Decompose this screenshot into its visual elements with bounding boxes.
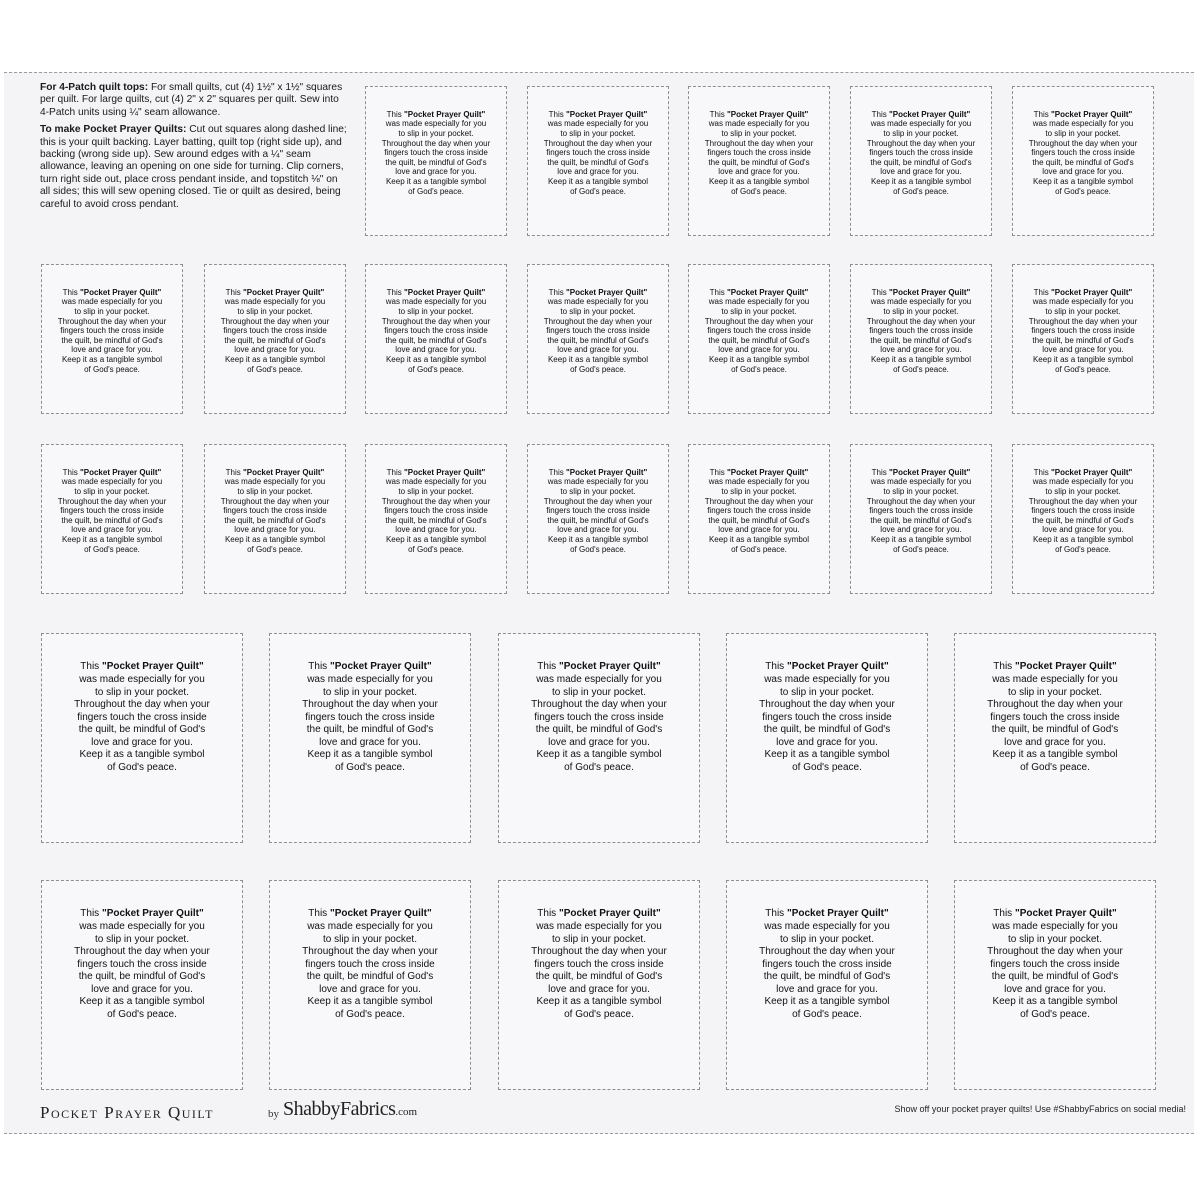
four-patch-instructions [40,82,350,119]
prayer-verse: This "Pocket Prayer Quilt" was made especially for you to slip in your pocket. Throughout the day when your fingers touch the cross inside the quilt, be mindful of God's love and grace for you. Keep it as a tangible symbol of God's peace. [759,908,895,1021]
prayer-verse: This "Pocket Prayer Quilt" was made especially for you to slip in your pocket. Throughout the day when your fingers touch the cross inside the quilt, be mindful of God's love and grace for you. Keep it as a tangible symbol of God's peace. [759,661,895,774]
four-patch-body: For small quilts, cut (4) 1½" x 1½" squares per quilt. For large quilts, cut (4) 2" x 2" squares per quilt. Sew into 4-Patch units using ¼" seam allowance. [40,82,343,118]
small-prayer-block [850,444,992,594]
prayer-verse: This "Pocket Prayer Quilt" was made especially for you to slip in your pocket. Throughout the day when your fingers touch the cross inside the quilt, be mindful of God's love and grace for you. Keep it as a tangible symbol of God's peace. [57,287,167,374]
prayer-verse: This "Pocket Prayer Quilt" was made especially for you to slip in your pocket. Throughout the day when your fingers touch the cross inside the quilt, be mindful of God's love and grace for you. Keep it as a tangible symbol of God's peace. [866,467,976,554]
prayer-verse: This "Pocket Prayer Quilt" was made especially for you to slip in your pocket. Throughout the day when your fingers touch the cross inside the quilt, be mindful of God's love and grace for you. Keep it as a tangible symbol of God's peace. [531,661,667,774]
small-prayer-block [365,264,507,414]
quilt-name-emphasis: "Pocket Prayer Quilt" [888,287,971,297]
quilt-name-emphasis: "Pocket Prayer Quilt" [101,661,204,673]
small-prayer-block [41,264,183,414]
prayer-verse: This "Pocket Prayer Quilt" was made especially for you to slip in your pocket. Throughout the day when your fingers touch the cross inside the quilt, be mindful of God's love and grace for you. Keep it as a tangible symbol of God's peace. [1028,467,1138,554]
prayer-verse: This "Pocket Prayer Quilt" was made especially for you to slip in your pocket. Throughout the day when your fingers touch the cross inside the quilt, be mindful of God's love and grace for you. Keep it as a tangible symbol of God's peace. [543,109,653,196]
brand-logo [283,1098,417,1121]
prayer-verse: This "Pocket Prayer Quilt" was made especially for you to slip in your pocket. Throughout the day when your fingers touch the cross inside the quilt, be mindful of God's love and grace for you. Keep it as a tangible symbol of God's peace. [531,908,667,1021]
prayer-verse: This "Pocket Prayer Quilt" was made especially for you to slip in your pocket. Throughout the day when your fingers touch the cross inside the quilt, be mindful of God's love and grace for you. Keep it as a tangible symbol of God's peace. [543,287,653,374]
prayer-verse: This "Pocket Prayer Quilt" was made especially for you to slip in your pocket. Throughout the day when your fingers touch the cross inside the quilt, be mindful of God's love and grace for you. Keep it as a tangible symbol of God's peace. [74,908,210,1021]
prayer-verse: This "Pocket Prayer Quilt" was made especially for you to slip in your pocket. Throughout the day when your fingers touch the cross inside the quilt, be mindful of God's love and grace for you. Keep it as a tangible symbol of God's peace. [1028,287,1138,374]
prayer-verse: This "Pocket Prayer Quilt" was made especially for you to slip in your pocket. Throughout the day when your fingers touch the cross inside the quilt, be mindful of God's love and grace for you. Keep it as a tangible symbol of God's peace. [381,467,491,554]
quilt-name-emphasis: "Pocket Prayer Quilt" [565,467,648,477]
brand-name: ShabbyFabrics [283,1098,396,1120]
small-prayer-block [1012,86,1154,236]
large-prayer-block [726,880,928,1090]
quilt-name-emphasis: "Pocket Prayer Quilt" [329,661,432,673]
quilt-name-emphasis: "Pocket Prayer Quilt" [726,467,809,477]
quilt-name-emphasis: "Pocket Prayer Quilt" [726,109,809,119]
pocket-quilt-title: To make Pocket Prayer Quilts: [40,124,187,136]
quilt-name-emphasis: "Pocket Prayer Quilt" [1014,908,1117,920]
quilt-name-emphasis: "Pocket Prayer Quilt" [101,908,204,920]
quilt-name-emphasis: "Pocket Prayer Quilt" [558,908,661,920]
small-prayer-block [850,264,992,414]
pocket-quilt-body: Cut out squares along dashed line; this is your quilt backing. Layer batting, quilt top (right side up), and backing (wrong side up). Sew around edges with a ¼" seam allowance, leaving an opening on one side for turning. Clip corners, turn right side out, place cross pendant inside, and topstitch ⅛" on all sides; this will sew opening closed. Tie or quilt as desired, being careful to avoid cross pendant. [40,124,347,210]
small-prayer-block [365,444,507,594]
quilt-name-emphasis: "Pocket Prayer Quilt" [242,467,325,477]
small-prayer-block [688,444,830,594]
small-prayer-block [204,264,346,414]
by-label: by [268,1108,279,1120]
quilt-name-emphasis: "Pocket Prayer Quilt" [888,109,971,119]
prayer-verse: This "Pocket Prayer Quilt" was made especially for you to slip in your pocket. Throughout the day when your fingers touch the cross inside the quilt, be mindful of God's love and grace for you. Keep it as a tangible symbol of God's peace. [704,467,814,554]
social-callout: Show off your pocket prayer quilts! Use #ShabbyFabrics on social media! [894,1104,1186,1114]
quilt-name-emphasis: "Pocket Prayer Quilt" [558,661,661,673]
quilt-name-emphasis: "Pocket Prayer Quilt" [1050,467,1133,477]
quilt-name-emphasis: "Pocket Prayer Quilt" [1050,287,1133,297]
small-prayer-block [850,86,992,236]
quilt-name-emphasis: "Pocket Prayer Quilt" [1014,661,1117,673]
brand-suffix: .com [395,1106,418,1118]
small-prayer-block [688,264,830,414]
small-prayer-block [688,86,830,236]
prayer-verse: This "Pocket Prayer Quilt" was made especially for you to slip in your pocket. Throughout the day when your fingers touch the cross inside the quilt, be mindful of God's love and grace for you. Keep it as a tangible symbol of God's peace. [704,287,814,374]
small-prayer-block [365,86,507,236]
prayer-verse: This "Pocket Prayer Quilt" was made especially for you to slip in your pocket. Throughout the day when your fingers touch the cross inside the quilt, be mindful of God's love and grace for you. Keep it as a tangible symbol of God's peace. [74,661,210,774]
quilt-name-emphasis: "Pocket Prayer Quilt" [79,467,162,477]
quilt-name-emphasis: "Pocket Prayer Quilt" [403,467,486,477]
large-prayer-block [269,633,471,843]
prayer-verse: This "Pocket Prayer Quilt" was made especially for you to slip in your pocket. Throughout the day when your fingers touch the cross inside the quilt, be mindful of God's love and grace for you. Keep it as a tangible symbol of God's peace. [987,908,1123,1021]
prayer-verse: This "Pocket Prayer Quilt" was made especially for you to slip in your pocket. Throughout the day when your fingers touch the cross inside the quilt, be mindful of God's love and grace for you. Keep it as a tangible symbol of God's peace. [220,467,330,554]
prayer-verse: This "Pocket Prayer Quilt" was made especially for you to slip in your pocket. Throughout the day when your fingers touch the cross inside the quilt, be mindful of God's love and grace for you. Keep it as a tangible symbol of God's peace. [220,287,330,374]
prayer-verse: This "Pocket Prayer Quilt" was made especially for you to slip in your pocket. Throughout the day when your fingers touch the cross inside the quilt, be mindful of God's love and grace for you. Keep it as a tangible symbol of God's peace. [57,467,167,554]
small-prayer-block [527,444,669,594]
quilt-name-emphasis: "Pocket Prayer Quilt" [1050,109,1133,119]
instructions [40,82,350,216]
prayer-verse: This "Pocket Prayer Quilt" was made especially for you to slip in your pocket. Throughout the day when your fingers touch the cross inside the quilt, be mindful of God's love and grace for you. Keep it as a tangible symbol of God's peace. [866,109,976,196]
prayer-verse: This "Pocket Prayer Quilt" was made especially for you to slip in your pocket. Throughout the day when your fingers touch the cross inside the quilt, be mindful of God's love and grace for you. Keep it as a tangible symbol of God's peace. [987,661,1123,774]
quilt-name-emphasis: "Pocket Prayer Quilt" [242,287,325,297]
large-prayer-block [41,880,243,1090]
large-prayer-block [954,880,1156,1090]
large-prayer-block [726,633,928,843]
large-prayer-block [954,633,1156,843]
small-prayer-block [1012,264,1154,414]
prayer-verse: This "Pocket Prayer Quilt" was made especially for you to slip in your pocket. Throughout the day when your fingers touch the cross inside the quilt, be mindful of God's love and grace for you. Keep it as a tangible symbol of God's peace. [381,109,491,196]
quilt-name-emphasis: "Pocket Prayer Quilt" [403,109,486,119]
small-prayer-block [1012,444,1154,594]
prayer-verse: This "Pocket Prayer Quilt" was made especially for you to slip in your pocket. Throughout the day when your fingers touch the cross inside the quilt, be mindful of God's love and grace for you. Keep it as a tangible symbol of God's peace. [543,467,653,554]
large-prayer-block [498,633,700,843]
quilt-name-emphasis: "Pocket Prayer Quilt" [888,467,971,477]
prayer-verse: This "Pocket Prayer Quilt" was made especially for you to slip in your pocket. Throughout the day when your fingers touch the cross inside the quilt, be mindful of God's love and grace for you. Keep it as a tangible symbol of God's peace. [1028,109,1138,196]
prayer-verse: This "Pocket Prayer Quilt" was made especially for you to slip in your pocket. Throughout the day when your fingers touch the cross inside the quilt, be mindful of God's love and grace for you. Keep it as a tangible symbol of God's peace. [381,287,491,374]
small-prayer-block [527,264,669,414]
quilt-name-emphasis: "Pocket Prayer Quilt" [726,287,809,297]
quilt-name-emphasis: "Pocket Prayer Quilt" [786,661,889,673]
small-prayer-block [204,444,346,594]
quilt-name-emphasis: "Pocket Prayer Quilt" [565,109,648,119]
quilt-name-emphasis: "Pocket Prayer Quilt" [786,908,889,920]
prayer-verse: This "Pocket Prayer Quilt" was made especially for you to slip in your pocket. Throughout the day when your fingers touch the cross inside the quilt, be mindful of God's love and grace for you. Keep it as a tangible symbol of God's peace. [866,287,976,374]
prayer-verse: This "Pocket Prayer Quilt" was made especially for you to slip in your pocket. Throughout the day when your fingers touch the cross inside the quilt, be mindful of God's love and grace for you. Keep it as a tangible symbol of God's peace. [302,908,438,1021]
prayer-verse: This "Pocket Prayer Quilt" was made especially for you to slip in your pocket. Throughout the day when your fingers touch the cross inside the quilt, be mindful of God's love and grace for you. Keep it as a tangible symbol of God's peace. [704,109,814,196]
quilt-name-emphasis: "Pocket Prayer Quilt" [329,908,432,920]
quilt-name-emphasis: "Pocket Prayer Quilt" [79,287,162,297]
prayer-verse: This "Pocket Prayer Quilt" was made especially for you to slip in your pocket. Throughout the day when your fingers touch the cross inside the quilt, be mindful of God's love and grace for you. Keep it as a tangible symbol of God's peace. [302,661,438,774]
panel-title: Pocket Prayer Quilt [40,1103,214,1122]
large-prayer-block [498,880,700,1090]
large-prayer-block [269,880,471,1090]
quilt-name-emphasis: "Pocket Prayer Quilt" [403,287,486,297]
large-prayer-block [41,633,243,843]
small-prayer-block [41,444,183,594]
pocket-quilt-instructions [40,124,350,211]
small-prayer-block [527,86,669,236]
quilt-name-emphasis: "Pocket Prayer Quilt" [565,287,648,297]
four-patch-title: For 4-Patch quilt tops: [40,82,149,93]
